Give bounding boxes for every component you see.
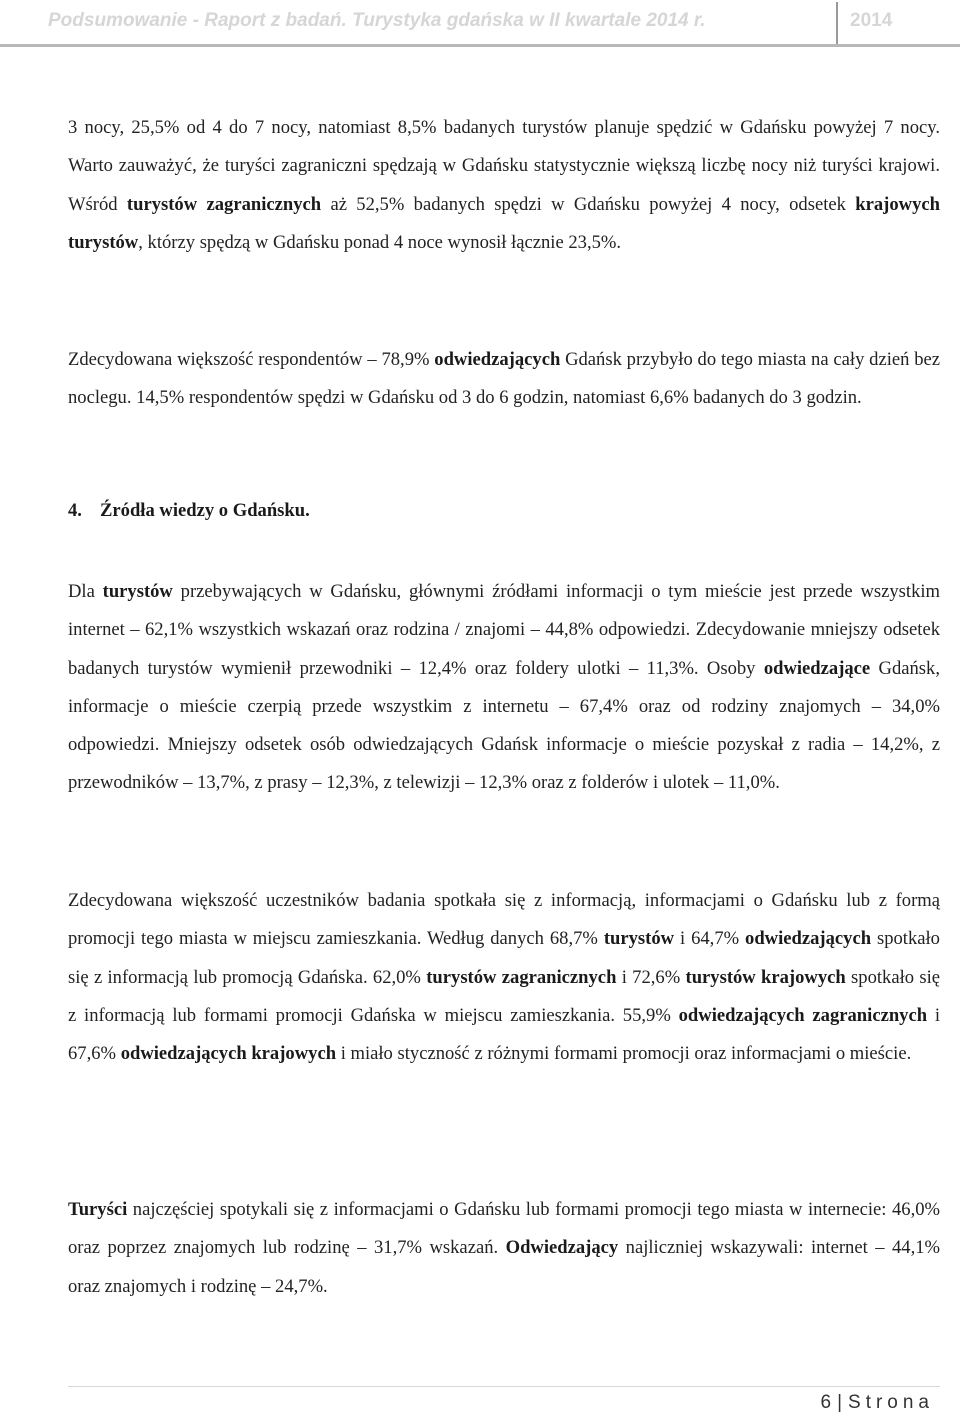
header-year: 2014	[850, 10, 893, 31]
footer-separator: |	[837, 1392, 843, 1413]
paragraph-text: Dla turystów przebywających w Gdańsku, głównymi źródłami informacji o tym mieście jest przede wszystkim internet – 62,1% wszystkich wskazań oraz rodzina / znajomi – 44,8% odpowiedzi. Zdecydowanie mniejszy odsetek badanych turystów wymienił przewodniki – 12,4% oraz foldery ulotki – 11,3%. Osoby odwiedzające Gdańsk, informacje o mieście czerpią przede wszystkim z internetu – 67,4% oraz od rodziny znajomych – 34,0% odpowiedzi. Mniejszy odsetek osób odwiedzających Gdańsk informacje o mieście pozyskał z radia – 14,2%, z przewodników – 13,7%, z prasy – 12,3%, z telewizji – 12,3% oraz z folderów i ulotek – 11,0%.	[68, 581, 940, 794]
paragraph-promotion	[68, 882, 940, 1073]
page-number: 6	[820, 1392, 832, 1413]
page-footer	[821, 1392, 935, 1414]
page-label: Strona	[848, 1392, 934, 1413]
paragraph-text: Turyści najczęściej spotykali się z informacjami o Gdańsku lub formami promocji tego miasta w internecie: 46,0% oraz poprzez znajomych lub rodzinę – 31,7% wskazań. Odwiedzający najliczniej wskazywali: internet – 44,1% oraz znajomych i rodzinę – 24,7%.	[68, 1199, 940, 1297]
page-header	[0, 0, 960, 46]
header-rule	[0, 44, 960, 47]
paragraph-nights	[68, 109, 940, 262]
paragraph-sources	[68, 573, 940, 803]
paragraph-text: Zdecydowana większość respondentów – 78,9% odwiedzających Gdańsk przybyło do tego miasta na cały dzień bez noclegu. 14,5% respondentów spędzi w Gdańsku od 3 do 6 godzin, natomiast 6,6% badanych do 3 godzin.	[68, 349, 941, 409]
header-title: Podsumowanie - Raport z badań. Turystyka gdańska w II kwartale 2014 r.	[48, 10, 706, 31]
section-heading	[68, 500, 310, 522]
paragraph-text: Zdecydowana większość uczestników badania spotkała się z informacją, informacjami o Gdańsku lub z formą promocji tego miasta w miejscu zamieszkania. Według danych 68,7% turystów i 64,7% odwiedzających spotkało się z informacją lub promocją Gdańska. 62,0% turystów zagranicznych i 72,6% turystów krajowych spotkało się z informacją lub formami promocji Gdańska w miejscu zamieszkania. 55,9% odwiedzających zagranicznych i 67,6% odwiedzających krajowych i miało styczność z różnymi formami promocji oraz informacjami o mieście.	[68, 890, 941, 1065]
footer-rule	[68, 1386, 940, 1387]
paragraph-channels	[68, 1191, 940, 1306]
paragraph-visitors	[68, 341, 940, 418]
section-title: Źródła wiedzy o Gdańsku.	[100, 500, 310, 521]
header-separator	[836, 2, 838, 44]
paragraph-text: 3 nocy, 25,5% od 4 do 7 nocy, natomiast 8,5% badanych turystów planuje spędzić w Gdańsku powyżej 7 nocy. Warto zauważyć, że turyści zagraniczni spędzają w Gdańsku statystycznie większą liczbę nocy niż turyści krajowi. Wśród turystów zagranicznych aż 52,5% badanych spędzi w Gdańsku powyżej 4 nocy, odsetek krajowych turystów, którzy spędzą w Gdańsku ponad 4 noce wynosił łącznie 23,5%.	[68, 117, 940, 253]
section-number: 4.	[68, 500, 82, 521]
